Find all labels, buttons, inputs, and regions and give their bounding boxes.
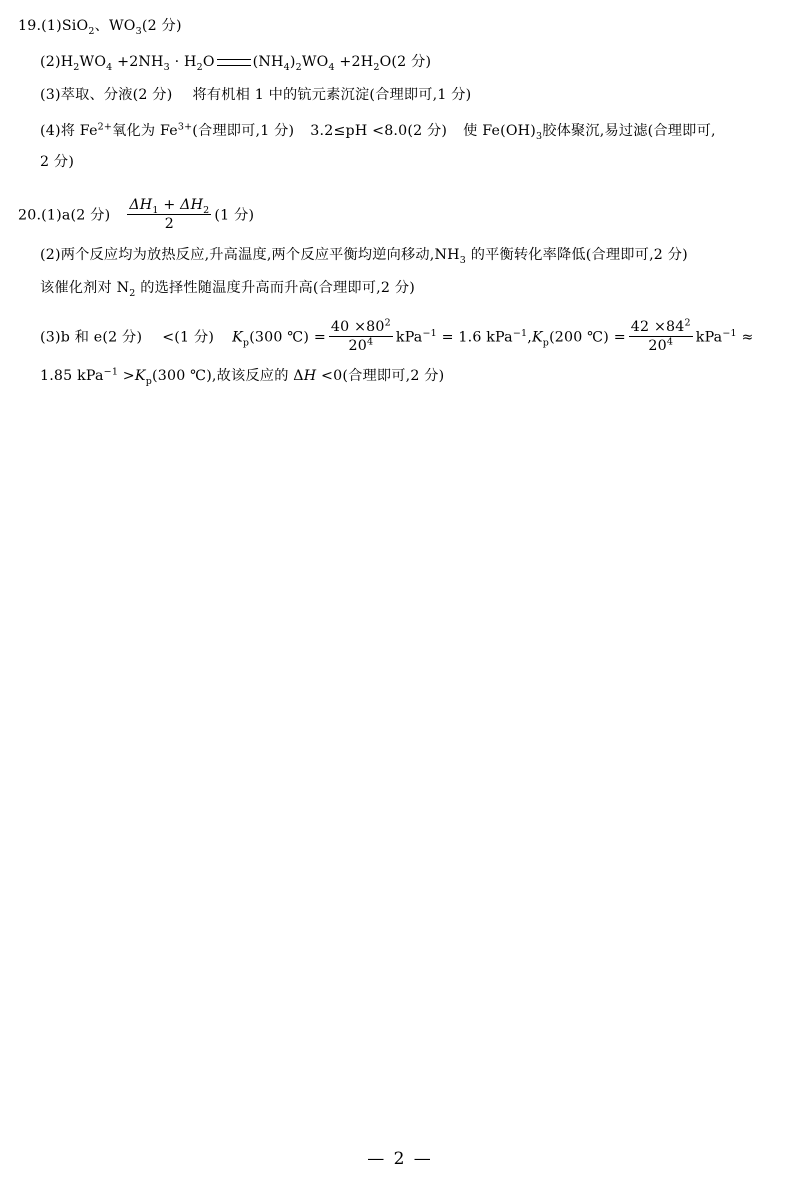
q20-part1: 20.(1)a(2 分) $\frac{\Delta H_1 + \Delta H_2}{2}$ (1 分): [18, 197, 255, 232]
kp300-fraction: $\frac{40 \times 80^2}{20^4}$: [330, 317, 391, 354]
page-number: — 2 —: [367, 1149, 433, 1169]
q19-part3: (3)萃取、分液(2 分) 将有机相 1 中的钪元素沉淀(合理即可,1 分): [40, 87, 472, 103]
q20-part3-line2: 1.85 $kPa^{-1} >K_p(300$ ℃),故该反应的 ΔH <0(合理即可,2 分): [40, 366, 445, 387]
q20-part2-line2: 该催化剂对 $N_2$ 的选择性随温度升高而升高(合理即可,2 分): [40, 280, 415, 299]
q19-part1: 19.(1)SiO$_2$、$WO_3(2$ 分): [18, 18, 182, 37]
q19-part4: (4)将 $Fe^{2+}$氧化为 $Fe^{3+}$(合理即可,1 分) 3.2≤pH <8.0(2 分) 使 $Fe(OH)_3$胶体聚沉,易过滤(合理即可,: [40, 121, 716, 142]
equals-sign-double-line: [217, 59, 251, 66]
q19-part4-continued: 2 分): [40, 154, 75, 170]
q19-part2-equation: $(2)H_2WO_4 +2NH_3 \cdot H_2O$ $(NH_4)_2WO_4 +2H_2O(2$ 分): [40, 54, 432, 73]
q20-part3-line1: (3)b 和 e(2 分) <(1 分) $K_p(300$ ℃) = $\frac{40 \times 80^2}{20^4}$ kPa$^{-1}$ = 1.6 $kPa^{-1},K_p(200$ ℃) = $\frac{42 \times 84^2}{20^4}$ kPa$^{-1}$ ≈: [40, 317, 754, 354]
delta-h-fraction: $\frac{\Delta H_1 + \Delta H_2}{2}$: [129, 197, 210, 232]
q20-part2-line1: (2)两个反应均为放热反应,升高温度,两个反应平衡均逆向移动$,NH_3$ 的平衡转化率降低(合理即可,2 分): [40, 247, 688, 266]
kp200-fraction: $\frac{42 \times 84^2}{20^4}$: [630, 317, 691, 354]
